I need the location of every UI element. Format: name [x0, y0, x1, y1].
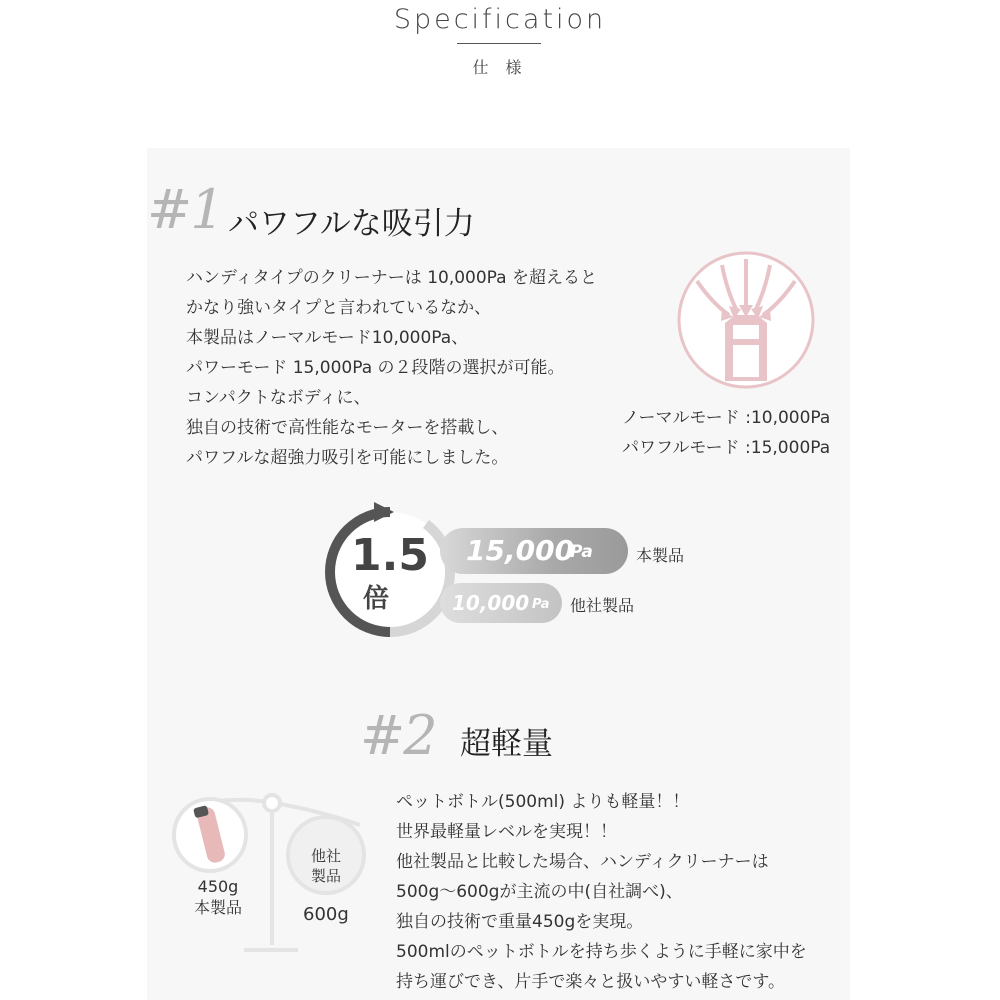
ratio-number: 1.5: [351, 530, 429, 581]
description-line: ペットボトル(500ml) よりも軽量！！: [396, 792, 690, 812]
ours-weight: 450g: [197, 877, 239, 896]
other-unit: Pa: [532, 597, 550, 612]
description-line: かなり強いタイプと言われているなか、: [186, 298, 492, 318]
description-line: 独自の技術で高性能なモーターを搭載し、: [186, 418, 509, 438]
feature-description-1: [186, 263, 597, 473]
description-line: パワーモード 15,000Pa の２段階の選択が可能。: [186, 358, 565, 378]
ratio-unit: 倍: [362, 584, 389, 614]
other-label: 他社製品: [570, 596, 635, 615]
description-line: 持ち運びでき、片手で楽々と扱いやすい軽さです。: [396, 972, 785, 992]
ours-unit: Pa: [570, 542, 593, 562]
description-line: 他社製品と比較した場合、ハンディクリーナーは: [396, 852, 769, 872]
ours-value-pill: [440, 528, 628, 574]
feature-description-2: [396, 787, 807, 997]
other-value: 10,000: [452, 591, 530, 615]
other-product-label: 他社: [310, 847, 341, 865]
ours-weight-caption: [185, 876, 251, 918]
feature-number-2: #2: [360, 704, 436, 767]
other-product-badge: [295, 846, 357, 886]
other-product-label: 製品: [310, 867, 341, 885]
other-value-pill: [440, 583, 562, 623]
feature-heading-1: パワフルな吸引力: [228, 206, 475, 242]
ours-value: 15,000: [466, 534, 575, 567]
title-divider: [457, 43, 541, 44]
description-line: 500g〜600gが主流の中(自社調べ)、: [396, 882, 683, 902]
description-line: パワフルな超強力吸引を可能にしました。: [186, 448, 509, 468]
suction-icon: [677, 251, 815, 389]
ours-label: 本製品: [636, 546, 685, 565]
mode-spec: ノーマルモード :10,000Pa: [622, 408, 831, 428]
section-subtitle: 仕 様: [472, 58, 528, 77]
description-line: 500mlのペットボトルを持ち歩くように手軽に家中を: [396, 942, 807, 962]
description-line: ハンディタイプのクリーナーは 10,000Pa を超えると: [186, 268, 597, 288]
description-line: 世界最軽量レベルを実現！！: [396, 822, 617, 842]
feature-heading-2: 超軽量: [460, 726, 553, 762]
feature-number-1: #1: [147, 178, 223, 241]
ours-weight-label: 本製品: [193, 898, 242, 917]
description-line: コンパクトなボディに、: [186, 388, 371, 408]
mode-spec: パワフルモード :15,000Pa: [622, 438, 831, 458]
section-title: Specification: [393, 4, 607, 35]
other-weight: 600g: [303, 904, 349, 925]
description-line: 独自の技術で重量450gを実現。: [396, 912, 644, 932]
description-line: 本製品はノーマルモード10,000Pa、: [186, 328, 469, 348]
suction-modes: [622, 403, 830, 463]
